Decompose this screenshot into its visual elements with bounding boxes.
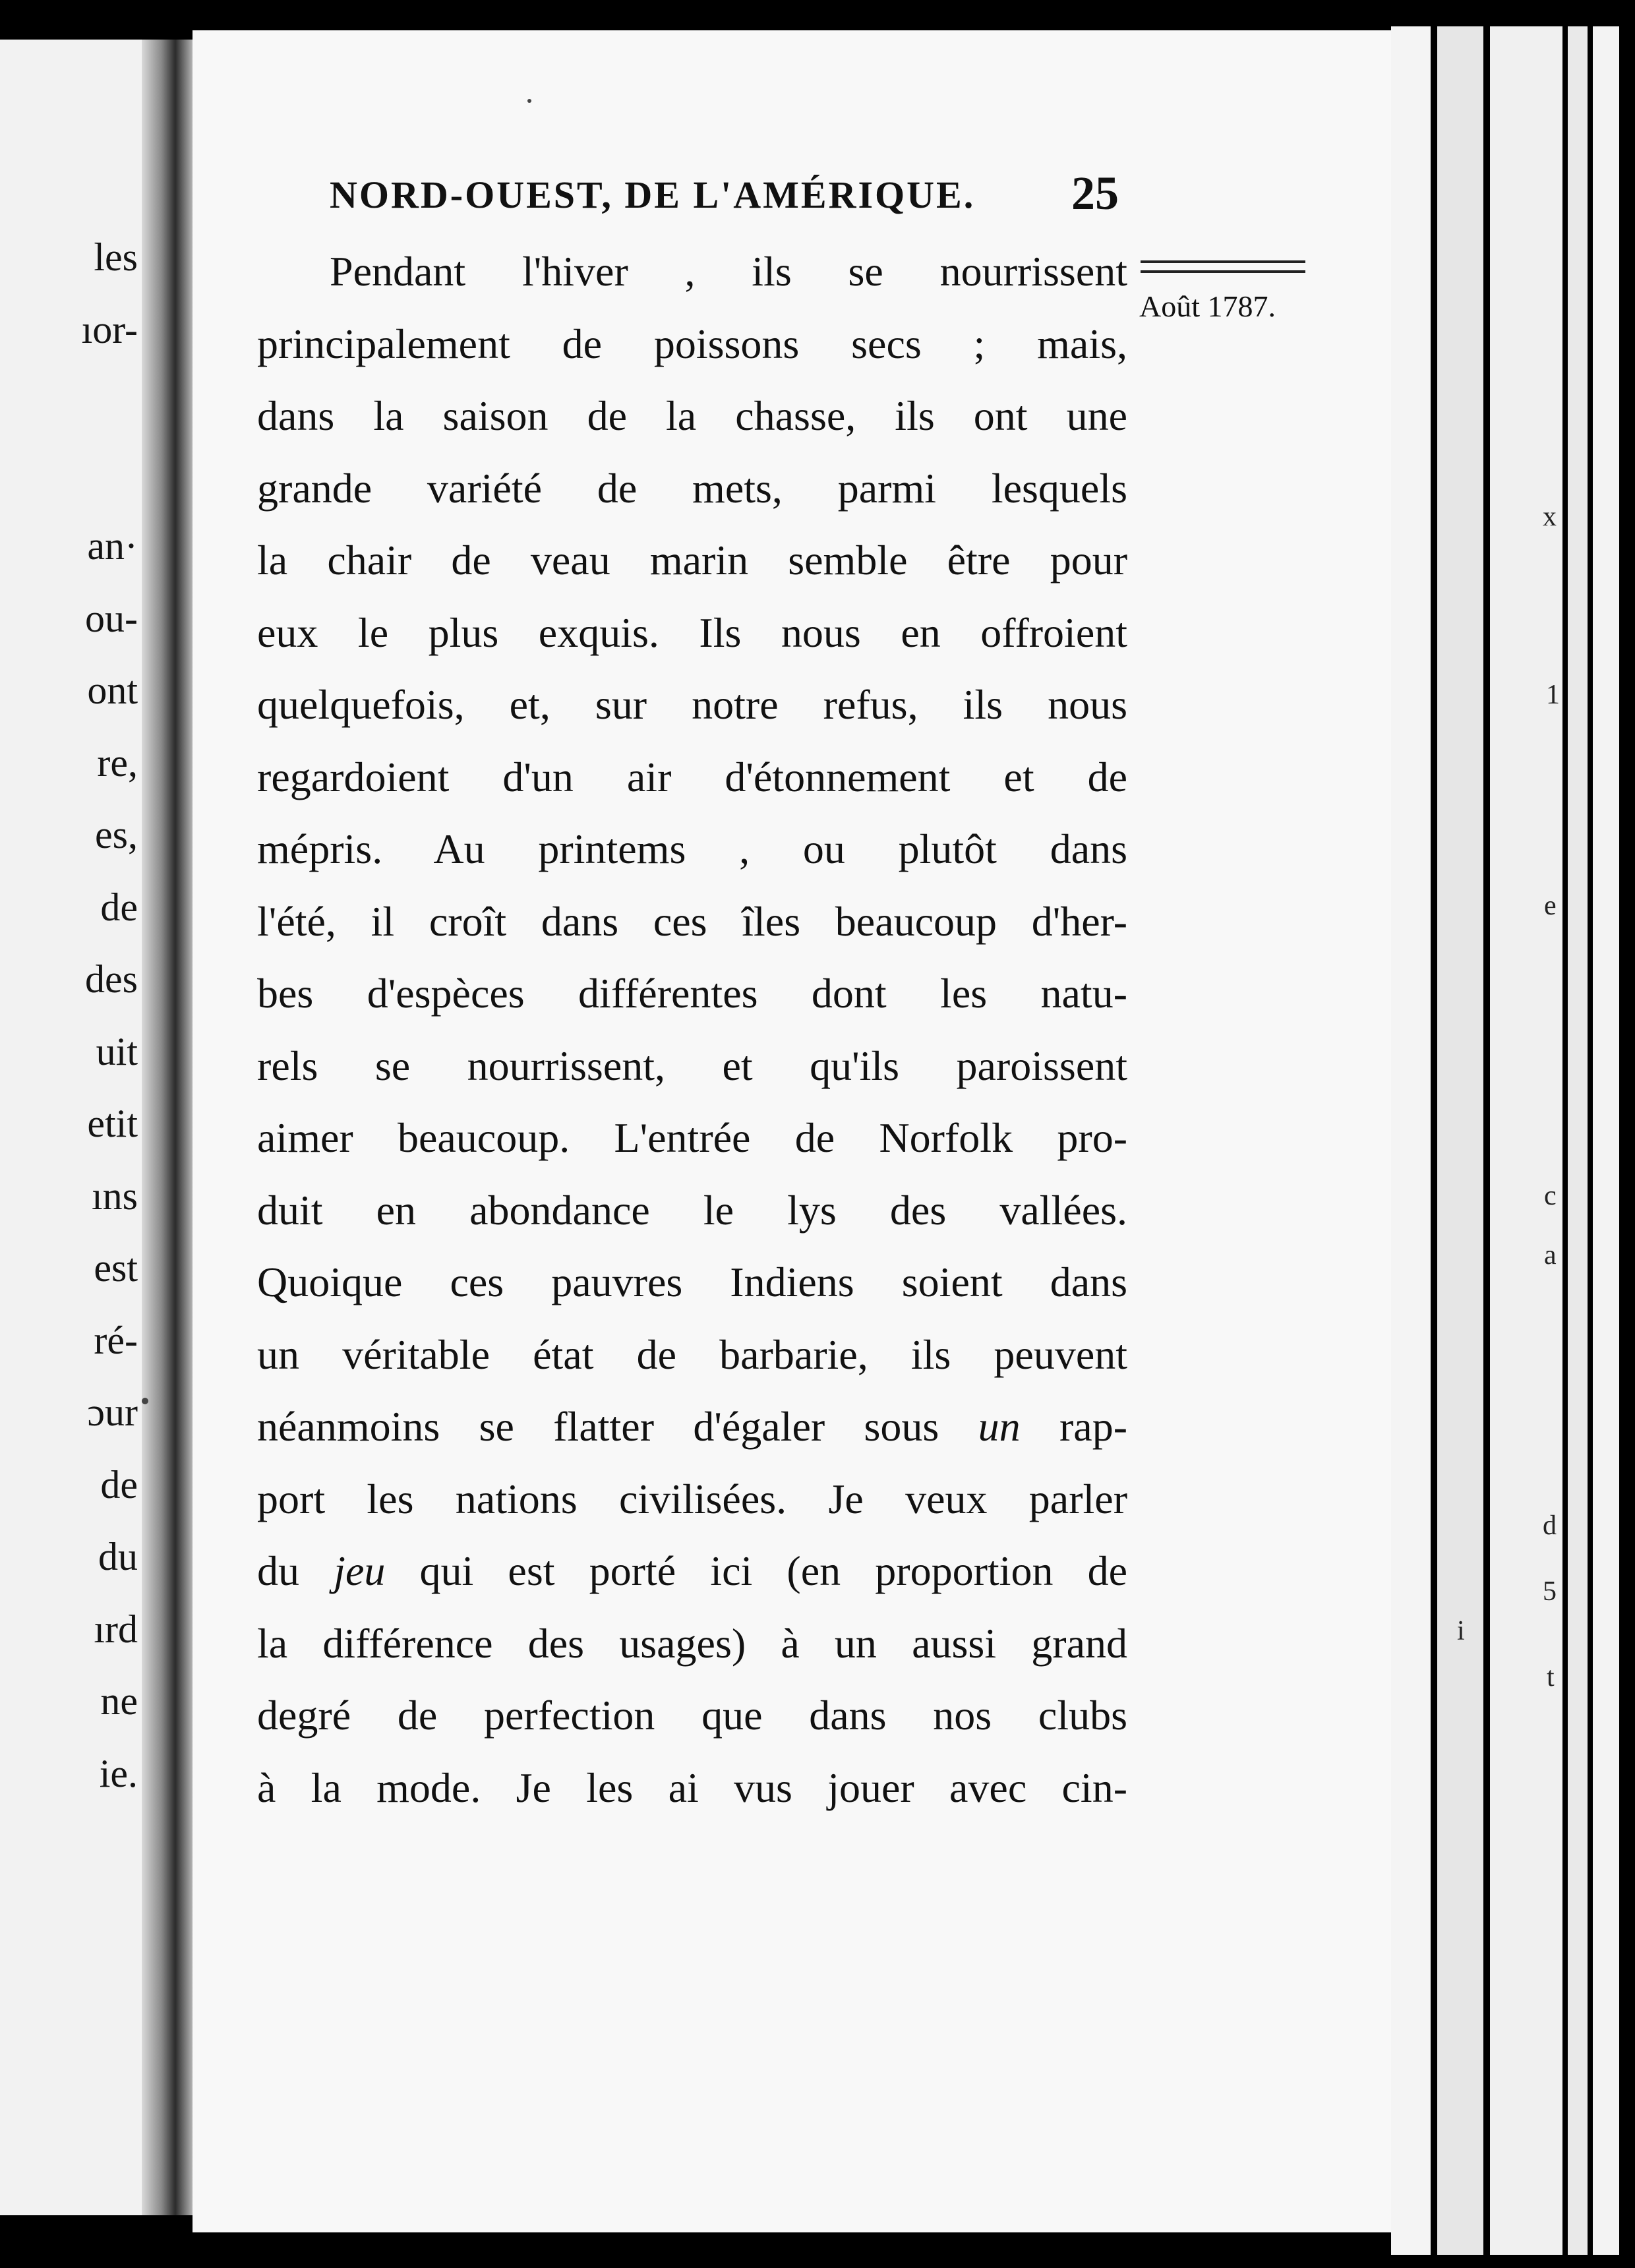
left-page-line: ont (87, 669, 138, 712)
page-edge-strip (1490, 26, 1562, 2255)
edge-fragment: e (1544, 891, 1557, 921)
left-page-line: es, (95, 813, 138, 856)
body-line: degré de perfection que dans nos clubs (257, 1692, 1127, 1739)
edge-fragment: x (1543, 502, 1557, 532)
body-line: dans la saison de la chasse, ils ont une (257, 392, 1127, 439)
edge-fragment: i (1457, 1616, 1465, 1646)
body-line: mépris. Au printems , ou plutôt dans (257, 825, 1127, 872)
body-line: bes d'espèces différentes dont les natu- (257, 970, 1127, 1017)
body-line: rels se nourrissent, et qu'ils paroissent (257, 1042, 1127, 1089)
left-page-line: ie. (99, 1751, 138, 1795)
body-line: un véritable état de barbarie, ils peuvent (257, 1330, 1127, 1378)
page-edge-strip (1437, 26, 1483, 2255)
body-line: principalement de poissons secs ; mais, (257, 320, 1127, 367)
body-line: regardoient d'un air d'étonnement et de (257, 753, 1127, 800)
edge-fragment: t (1547, 1662, 1555, 1692)
left-page-line: ıns (91, 1174, 138, 1218)
body-line: duit en abondance le lys des vallées. (257, 1186, 1127, 1234)
page-edge-strip (1391, 26, 1431, 2255)
edge-fragment: d (1543, 1510, 1557, 1541)
left-page-line: uit (96, 1029, 138, 1073)
left-page-line: des (85, 957, 138, 1001)
body-line: port les nations civilisées. Je veux parler (257, 1475, 1127, 1522)
body-line: grande variété de mets, parmi lesquels (257, 464, 1127, 512)
right-page-edges (1391, 26, 1635, 2268)
stray-ink-mark (142, 1398, 148, 1404)
margin-date-note: Août 1787. (1139, 289, 1276, 323)
body-line: Quoique ces pauvres Indiens soient dans (257, 1259, 1127, 1305)
body-line: Pendant l'hiver , ils se nourrissent (330, 248, 1127, 295)
left-page-line: de (100, 1462, 138, 1507)
left-page-line: ne (100, 1679, 138, 1723)
body-line: à la mode. Je les ai vus jouer avec cin- (257, 1764, 1127, 1811)
left-page-line: ou- (85, 596, 138, 640)
left-page-line: an· (87, 524, 138, 568)
body-line: eux le plus exquis. Ils nous en offroient (257, 609, 1127, 656)
page-edge-strip (1568, 26, 1588, 2255)
left-page-line: ıor- (81, 307, 138, 351)
left-page-line: ré- (94, 1318, 138, 1362)
edge-fragment: c (1544, 1181, 1557, 1211)
body-line: l'été, il croît dans ces îles beaucoup d'her- (257, 897, 1127, 945)
left-page-line: etit (87, 1102, 138, 1145)
page-edge-strip (1593, 26, 1619, 2255)
edge-fragment: a (1544, 1240, 1557, 1270)
left-page-line: les (94, 235, 138, 279)
body-line: la chair de veau marin semble être pour (257, 537, 1127, 583)
body-line: la différence des usages) à un aussi grand (257, 1619, 1127, 1667)
stray-ink-mark (527, 99, 531, 103)
left-page-line: ɔur (87, 1390, 138, 1434)
left-page-line: est (94, 1246, 138, 1290)
running-head: NORD-OUEST, DE L'AMÉRIQUE. (330, 173, 976, 216)
left-page-line: ırd (94, 1607, 138, 1651)
body-line: néanmoins se flatter d'égaler sous un rap- (257, 1403, 1128, 1450)
facing-left-page (0, 40, 142, 2215)
edge-fragment: 5 (1543, 1576, 1557, 1607)
body-line: quelquefois, et, sur notre refus, ils nous (257, 681, 1127, 728)
left-page-line: du (98, 1535, 138, 1578)
left-page-line: re, (97, 740, 138, 785)
edge-fragment: 1 (1546, 680, 1560, 710)
page-number: 25 (1071, 167, 1119, 220)
book-gutter (142, 40, 198, 2215)
margin-rule-bottom (1141, 270, 1305, 273)
body-line: du jeu qui est porté ici (en proportion de (257, 1547, 1128, 1594)
body-line: aimer beaucoup. L'entrée de Norfolk pro- (257, 1114, 1127, 1161)
left-page-line: de (100, 885, 138, 929)
margin-rule-top (1141, 260, 1305, 263)
